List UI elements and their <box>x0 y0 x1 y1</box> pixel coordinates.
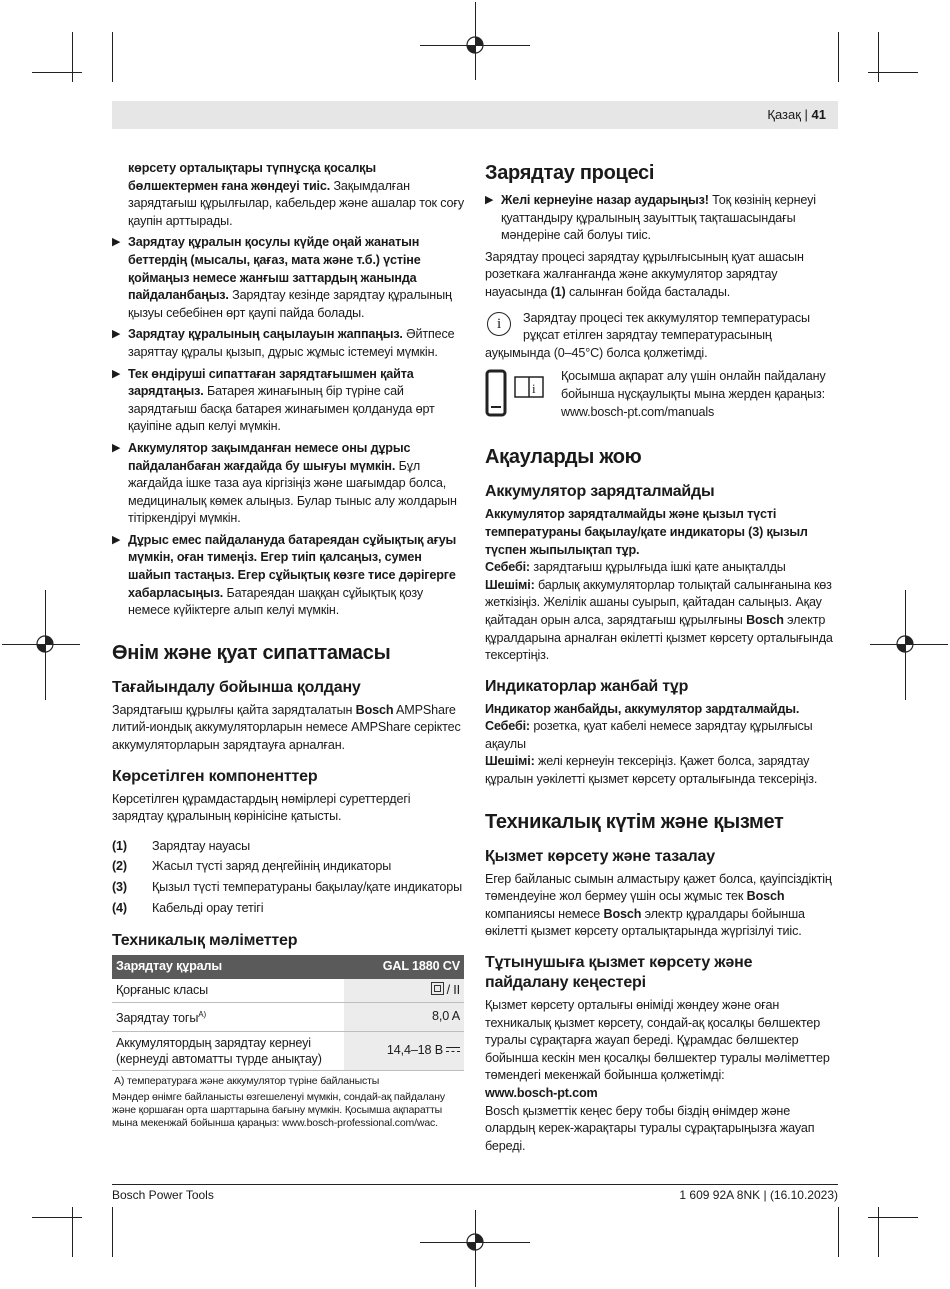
registration-mark-icon <box>463 33 487 57</box>
subsection-heading: Индикаторлар жанбай тұр <box>485 677 689 695</box>
component-number: (1) <box>112 838 127 853</box>
bullet-arrow-icon: ▶ <box>112 236 121 249</box>
section-heading: Техникалық күтім және қызмет <box>485 810 784 833</box>
bullet-bold: Желі кернеуіне назар аударыңыз! <box>501 193 709 207</box>
table-cell-label <box>112 1032 344 1071</box>
consumer-text-2: Bosch қызметтік кеңес беру тобы біздің өнімдер және олардың керек-жарақтары туралы сұрақтарыңызға жауап береді. <box>485 1103 815 1153</box>
bullet-text: Тоқ көзінің кернеуі қуаттандыру құралының зауыттық тақташасындағы мәндеріне сай болуы тиіс. <box>501 193 816 243</box>
safety-bullet <box>112 532 464 620</box>
online-text: Қосымша ақпарат алу үшін онлайн пайдалану бойынша нұсқаулықты мына жерден қараңыз: www.bosch-pt.com/manuals <box>561 369 826 419</box>
table-cell-value <box>344 1003 464 1032</box>
text-span: Зарядтағыш құрылғы қайта зарядталатын <box>112 702 356 717</box>
service-text <box>485 871 839 941</box>
component-number: (4) <box>112 900 127 915</box>
table-cell-value <box>344 1032 464 1071</box>
subsection-heading: Техникалық мәліметтер <box>112 932 298 950</box>
crop-mark <box>878 32 879 82</box>
component-label: Зарядтау науасы <box>152 838 251 853</box>
text-span: AMPShare литий-иондық аккумуляторларын немесе AMPShare серіктес аккумуляторларын зарядтауға арналған. <box>112 702 461 753</box>
solution-text: электр құралдарына арналған өкілетті қызмет көрсету орталығында тексертіңіз. <box>485 612 833 663</box>
safety-bullet <box>112 366 464 436</box>
bullet-text: Әйтпесе заряттау құралы қызып, дұрыс жұмыс істемеуі мүмкін. <box>128 327 455 359</box>
brand-name: Bosch <box>746 889 785 904</box>
bullet-arrow-icon: ▶ <box>112 328 121 341</box>
service-url-link[interactable]: www.bosch-pt.com <box>485 1086 598 1100</box>
fault-description: Индикатор жанбайды, аккумулятор зардталмайды. <box>485 701 800 716</box>
safety-bullet <box>112 440 464 528</box>
table-footnote: A) температураға және аккумулятор түріне байланысты <box>114 1075 380 1088</box>
crop-mark <box>868 1217 918 1218</box>
section-heading: Зарядтау процесі <box>485 162 655 184</box>
table-cell-label <box>112 1003 344 1032</box>
bullet-arrow-icon: ▶ <box>112 441 121 454</box>
registration-mark-icon <box>33 632 57 656</box>
table-row <box>112 1003 464 1032</box>
cause-text: зарядтағыш құрылғыда ішкі қате анықталды <box>529 560 786 575</box>
component-label: Қызыл түсті температураны бақылау/қате индикаторы <box>152 880 462 894</box>
bullet-bold: Дұрыс емес пайдалануда батареядан сұйықтық ағуы мүмкін, оған тимеңіз. Егер тиіп қалсаңыз, сумен шайып тастаңыз. Егер сұйықтық көзге тисе дәрігерге хабарласыңыз. <box>128 532 457 600</box>
right-column <box>485 160 839 1155</box>
cause-text: розетка, қуат кабелі немесе зарядтау құрылғысы ақаулы <box>485 719 813 751</box>
component-item <box>112 838 464 856</box>
table-header-label: Зарядтау құралы <box>112 955 344 979</box>
brand-name: Bosch <box>603 906 642 921</box>
footer-divider <box>112 1184 838 1185</box>
component-item <box>112 858 464 876</box>
cause-label: Себебі: <box>485 719 530 734</box>
component-number: (3) <box>112 880 127 894</box>
table-row <box>112 979 464 1003</box>
crop-mark <box>32 72 82 73</box>
section-heading: Ақауларды жою <box>485 446 642 469</box>
intro-paragraph <box>112 160 464 230</box>
bullet-bold: Зарядтау құралын қосулы күйде оңай жанатын беттердің (мысалы, қағаз, мата және т.б.) үстіне қоймаңыз немесе жанғыш заттардың жанында пайдаланбаңыз. <box>128 235 421 303</box>
row-label: Қорғаныс класы <box>116 982 208 997</box>
page-header <box>112 101 838 129</box>
crop-mark <box>112 1207 113 1257</box>
info-note <box>485 310 839 363</box>
subsection-heading: Қызмет көрсету және тазалау <box>485 847 715 865</box>
intended-use-text <box>112 702 464 755</box>
bullet-bold: Тек өндіруші сипаттаған зарядтағышмен қайта зарядтаңыз. <box>128 366 414 399</box>
intro-bold: көрсету орталықтары түпнұсқа қосалқы бөлшектермен ғана жөндеуі тиіс. <box>128 161 376 193</box>
dc-voltage-icon <box>446 1047 460 1052</box>
left-column <box>112 160 464 1131</box>
subsection-heading: Тағайындалу бойынша қолдану <box>112 678 361 696</box>
crop-mark <box>878 1207 879 1257</box>
text-span: Егер байланыс сымын алмастыру қажет болса, қауіпсіздіктің төмендеуіне жол бермеу үшін осы жұмыс тек <box>485 871 832 904</box>
bullet-arrow-icon: ▶ <box>112 533 121 546</box>
brand-name: Bosch <box>355 702 394 717</box>
consumer-text: Қызмет көрсету орталығы өніміді жөндеу және оған техникалық қызмет көрсету, сондай-ақ қосалқы бөлшектер туралы сұрақтарға жауап береді. Құрамдас бөлшектер бойынша кескін мен қосалқы бөлшектер туралы мәліметтер төмендегі мекенжай бойынша қолжетімді: <box>485 998 830 1083</box>
text-span: электр құралдары бойынша өкілетті қызмет көрсету орталықтарында жүргізілуі тиіс. <box>485 906 805 939</box>
solution-label: Шешімі: <box>485 577 535 592</box>
bullet-bold: Аккумулятор зақымданған немесе оны дұрыс пайдаланбаған жағдайда бу шығуы мүмкін. <box>128 440 411 473</box>
table-header-model: GAL 1880 CV <box>344 955 464 979</box>
crop-mark <box>868 72 918 73</box>
text-span: салынған бойда басталады. <box>565 284 731 299</box>
component-item <box>112 879 464 897</box>
info-text: Зарядтау процесі тек аккумулятор температурасы рұқсат етілген зарядтау температурасының ауқымында (0–45°C) болса қолжетімді. <box>485 310 810 360</box>
row-value: / II <box>446 982 460 997</box>
row-label: Аккумулятордың зарядтау кернеуі (кернеуді автоматты түрде анықтау) <box>116 1036 322 1067</box>
text-span: компаниясы немесе <box>485 906 604 921</box>
intro-rest: Зақымдалған зарядтағыш құрылғылар, кабельдер және ашалар ток соғу қаупін арттырады. <box>128 178 464 228</box>
registration-mark-icon <box>463 1230 487 1254</box>
header-language: Қазақ <box>767 107 801 122</box>
table-header-row <box>112 955 464 979</box>
bullet-text: Батарея жинағының бір түріне сай зарядтағыш басқа батарея жинағымен қолдануда өрт қауіпіне адып келуі мүмкін. <box>128 384 435 434</box>
solution-label: Шешімі: <box>485 754 535 769</box>
crop-mark <box>112 32 113 82</box>
brand-name: Bosch <box>746 612 784 627</box>
table-cell-label <box>112 979 344 1003</box>
bullet-text: Бұл жағдайда ішке таза ауа кіргізіңіз және шағымдар болса, медициналық көмек алыңыз. Булар тыныс алу жолдарын тітіркендіруі мүмкін. <box>128 458 457 526</box>
subsection-heading: Тұтынушыға қызмет көрсету және пайдалану кеңестері <box>485 954 753 992</box>
bullet-bold: Зарядтау құралының саңылауын жаппаңыз. <box>128 327 403 342</box>
info-icon: i <box>487 312 511 336</box>
registration-mark-icon <box>893 632 917 656</box>
fault-cause <box>485 718 839 753</box>
page-number: 41 <box>811 107 826 122</box>
safety-bullet <box>112 234 464 322</box>
row-value: 14,4–18 В <box>386 1043 443 1058</box>
table-footnote-text: Мәндер өнімге байланысты өзгешеленуі мүмкін, сондай-ақ пайдалану және қоршаған орта шарттарына бағыну мүмкін. Қосымша ақпаратты мына мекенжай бойынша қараңыз: www.bosch-professional.com/wac. <box>112 1090 445 1130</box>
bullet-arrow-icon: ▶ <box>485 194 494 206</box>
bullet-text: Зарядтау кезінде зарядтау құралының қызуы себебінен өрт қаупі пайда болады. <box>128 288 452 320</box>
component-ref: (1) <box>550 284 566 299</box>
crop-mark <box>838 32 839 82</box>
component-label: Жасыл түсті заряд деңгейінің индикаторы <box>152 859 392 874</box>
crop-mark <box>72 32 73 82</box>
bullet-arrow-icon: ▶ <box>112 367 121 380</box>
fault-solution <box>485 577 839 665</box>
charging-bullet <box>485 192 839 245</box>
fault-description: Аккумулятор зарядталмайды және қызыл түсті температураны бақылау/қате индикаторы (3) қызыл түспен жыпылықтап тұр. <box>485 507 808 557</box>
footnote-marker: A) <box>198 1010 206 1020</box>
table-cell-value <box>344 979 464 1003</box>
component-number: (2) <box>112 859 127 874</box>
crop-mark <box>838 1207 839 1257</box>
subsection-heading: Аккумулятор зарядталмайды <box>485 483 715 501</box>
crop-mark <box>32 1217 82 1218</box>
components-intro: Көрсетілген құрамдастардың нөмірлері суреттердегі зарядтау құралының көрінісіне қатысты. <box>112 791 411 824</box>
protection-class-ii-icon <box>431 982 444 995</box>
solution-text: барлық аккумуляторлар толықтай салынғанына көз жеткізіңіз. Желілік ашаны суырып, қайтадан салыңыз. Ақау қайтадан орын алса, зарядтағыш құрылғыны <box>485 577 832 627</box>
safety-bullet <box>112 326 464 361</box>
text-span: Зарядтау процесі зарядтау құрылғысының қуат ашасын розеткаға жалғанғанда және аккумулятор зарядтау науасында <box>485 249 804 299</box>
table-row <box>112 1032 464 1071</box>
footer-right: 1 609 92A 8NK | (16.10.2023) <box>679 1188 838 1202</box>
subsection-heading: Көрсетілген компоненттер <box>112 767 318 785</box>
crop-mark <box>72 1207 73 1257</box>
svg-text:i: i <box>532 381 536 397</box>
solution-text: желі кернеуін тексеріңіз. Қажет болса, зарядтау құралын уәкілетті қызмет көрсету орталығында тексеріңіз. <box>485 754 818 787</box>
fault-solution <box>485 753 839 788</box>
footer-left: Bosch Power Tools <box>112 1188 214 1202</box>
bullet-text: Батареядан шаққан сұйықтық қозу немесе күйіктерге алып келуі мүмкін. <box>128 585 423 618</box>
technical-data-table <box>112 955 464 1071</box>
section-heading: Өнім және қуат сипаттамасы <box>112 641 391 664</box>
fault-cause <box>485 559 839 577</box>
header-text: Қазақ | 41 <box>767 107 826 122</box>
online-manual-note <box>485 368 839 422</box>
charging-paragraph <box>485 249 839 302</box>
row-value: 8,0 A <box>432 1009 460 1024</box>
component-label: Кабельді орау тетігі <box>152 900 264 915</box>
cause-label: Себебі: <box>485 560 530 575</box>
phone-manual-icon <box>485 368 547 418</box>
row-label: Зарядтау тогы <box>116 1011 199 1026</box>
component-item <box>112 900 464 918</box>
